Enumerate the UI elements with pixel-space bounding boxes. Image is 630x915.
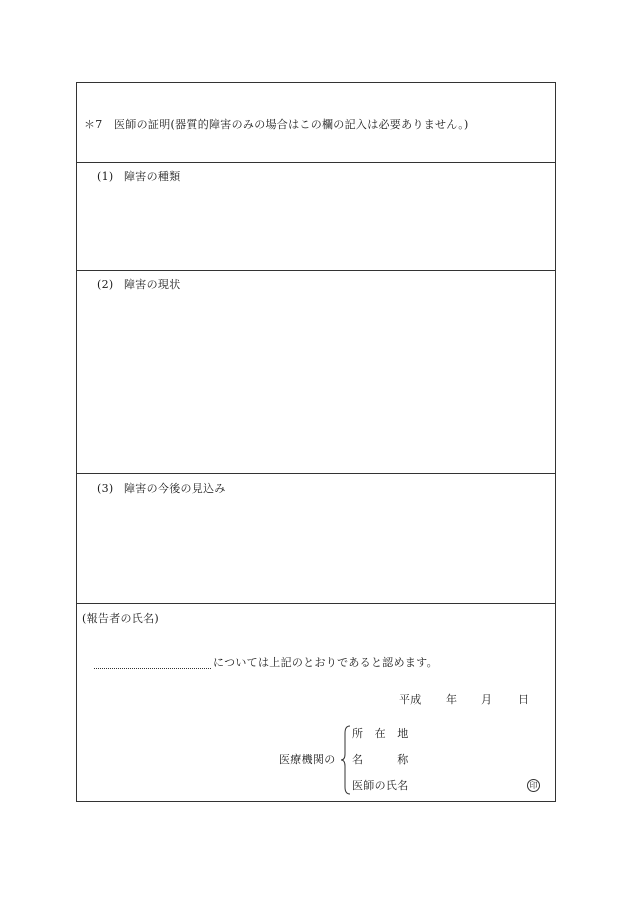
- medical-certificate-form: [76, 82, 556, 802]
- reporter-name-label: (報告者の氏名): [82, 612, 159, 625]
- date-year: 年: [446, 693, 458, 706]
- reporter-name-blank: [94, 668, 211, 669]
- date-day: 日: [518, 693, 530, 706]
- section-2-number: (2): [97, 278, 114, 291]
- section-2-label: 障害の現状: [124, 278, 181, 291]
- institution-prefix: 医療機関の: [279, 753, 336, 766]
- section-3-number: (3): [97, 482, 114, 495]
- item-number: ＊7: [84, 118, 103, 131]
- doctor-name-label: 医師の氏名: [352, 779, 409, 792]
- curly-brace: [341, 725, 351, 795]
- facility-name-label: 名 称: [352, 753, 409, 766]
- section-3-label: 障害の今後の見込み: [124, 482, 226, 495]
- divider: [77, 473, 555, 474]
- certification-statement: については上記のとおりであると認めます。: [213, 656, 438, 669]
- section-title: 医師の証明(器質的障害のみの場合はこの欄の記入は必要ありません。): [114, 118, 469, 131]
- date-month: 月: [481, 693, 493, 706]
- section-1-label: 障害の種類: [124, 170, 181, 183]
- seal-mark: 印: [527, 779, 540, 792]
- divider: [77, 162, 555, 163]
- divider: [77, 270, 555, 271]
- section-1-number: (1): [97, 170, 114, 183]
- address-label: 所 在 地: [352, 727, 409, 740]
- date-era: 平成: [399, 693, 422, 706]
- divider: [77, 603, 555, 604]
